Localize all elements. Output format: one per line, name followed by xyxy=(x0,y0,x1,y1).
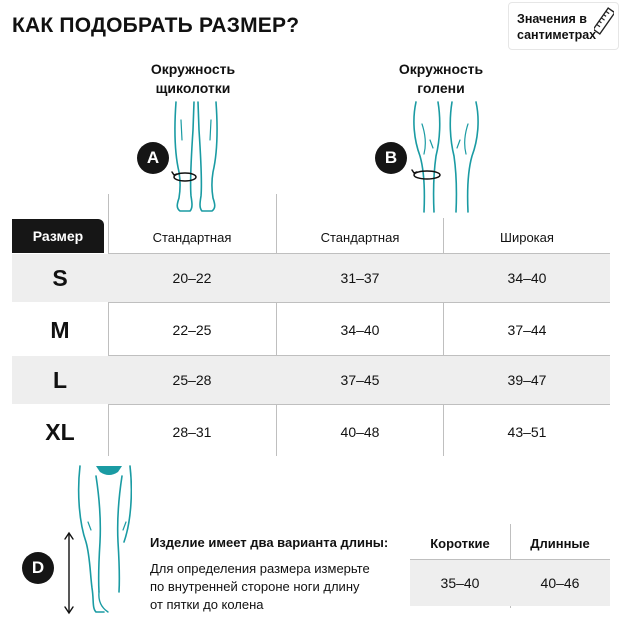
length-header-short: Короткие xyxy=(430,536,490,551)
calf-legs-illustration xyxy=(408,100,484,214)
column-header-calf-wide: Широкая xyxy=(500,230,554,245)
length-title: Изделие имеет два варианта длины: xyxy=(150,535,389,550)
length-description: Для определения размера измерьте по внутренней стороне ноги длину от пятки до колена xyxy=(150,561,370,612)
size-label-xl: XL xyxy=(45,418,75,445)
ankle-legs-illustration xyxy=(166,100,226,216)
badge-b: B xyxy=(375,142,407,174)
cell-m-calf-standard: 34–40 xyxy=(340,322,380,338)
units-note-text: Значения в сантиметрах xyxy=(517,12,597,42)
cell-xl-calf-wide: 43–51 xyxy=(507,424,547,440)
cell-xl-ankle: 28–31 xyxy=(172,424,212,440)
row-separator-1 xyxy=(108,302,610,303)
cell-xl-calf-standard: 40–48 xyxy=(340,424,380,440)
size-label-s: S xyxy=(52,264,68,291)
column-header-ankle-standard: Стандартная xyxy=(152,230,232,245)
column-header-calf-standard: Стандартная xyxy=(320,230,400,245)
cell-m-calf-wide: 37–44 xyxy=(507,322,547,338)
badge-a: A xyxy=(137,142,169,174)
cell-s-calf-standard: 31–37 xyxy=(340,270,380,286)
cell-l-ankle: 25–28 xyxy=(172,372,212,388)
length-measure-illustration xyxy=(62,462,132,622)
ankle-measure-label: Окружность щиколотки xyxy=(150,61,236,96)
cell-l-calf-standard: 37–45 xyxy=(340,372,380,388)
row-separator-3 xyxy=(108,404,610,405)
length-header-long: Длинные xyxy=(530,536,590,551)
calf-measure-label: Окружность голени xyxy=(398,61,484,96)
page-title: КАК ПОДОБРАТЬ РАЗМЕР? xyxy=(12,14,300,37)
cell-l-calf-wide: 39–47 xyxy=(507,372,547,388)
cell-s-calf-wide: 34–40 xyxy=(507,270,547,286)
cell-m-ankle: 22–25 xyxy=(172,322,212,338)
length-value-short: 35–40 xyxy=(440,575,480,591)
size-label-l: L xyxy=(52,366,68,393)
ruler-icon xyxy=(594,7,614,35)
size-column-header: Размер xyxy=(12,219,104,253)
length-value-long: 40–46 xyxy=(540,575,580,591)
cell-s-ankle: 20–22 xyxy=(172,270,212,286)
size-label-m: M xyxy=(50,316,70,343)
badge-d: D xyxy=(22,552,54,584)
units-note xyxy=(508,2,619,50)
